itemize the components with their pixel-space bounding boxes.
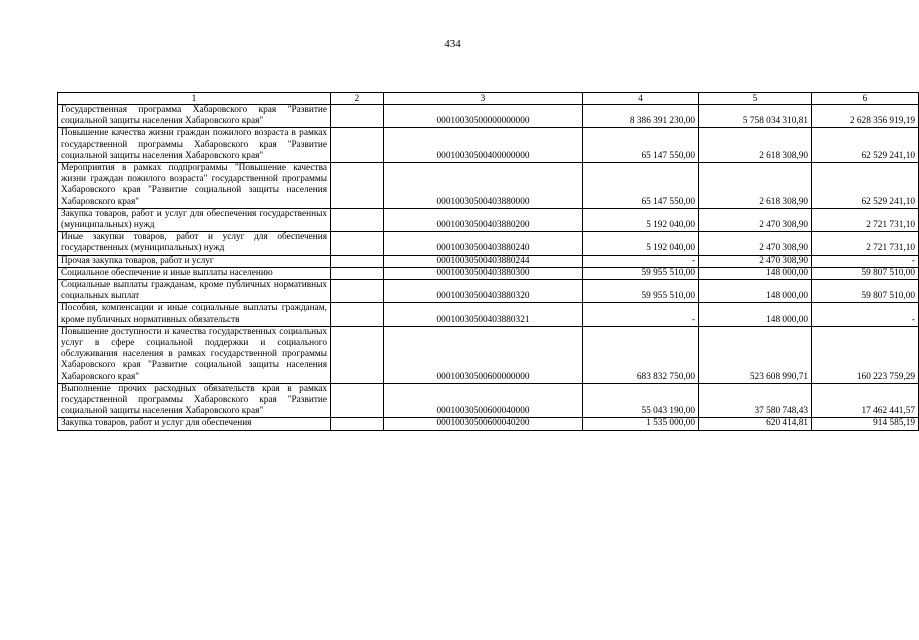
row-value-4: 683 832 750,00 (583, 326, 699, 383)
row-value-5: 2 470 308,90 (699, 208, 812, 231)
row-name: Социальное обеспечение и иные выплаты населению (58, 267, 331, 279)
row-name: Повышение доступности и качества государственных социальных услуг в сфере социальной поддержки и социального обслуживания населения в рамках государственной программы Хабаровского края "Развитие социальной защиты населения Хабаровского края" (58, 326, 331, 383)
row-value-6: 2 721 731,10 (812, 232, 919, 255)
row-value-5: 620 414,81 (699, 418, 812, 430)
table-row (58, 326, 919, 383)
row-code: 00010030500403880300 (384, 267, 583, 279)
row-value-5: 148 000,00 (699, 267, 812, 279)
row-col2 (331, 128, 384, 163)
row-value-5: 2 618 308,90 (699, 128, 812, 163)
row-value-6: 17 462 441,57 (812, 383, 919, 418)
row-value-6: 59 807 510,00 (812, 280, 919, 303)
row-value-6: 160 223 759,29 (812, 326, 919, 383)
table-row (58, 255, 919, 267)
row-value-5: 148 000,00 (699, 303, 812, 326)
table-row (58, 105, 919, 128)
row-value-5: 148 000,00 (699, 280, 812, 303)
row-code: 00010030500403880240 (384, 232, 583, 255)
column-header: 1 (58, 93, 331, 105)
row-value-6: 914 585,19 (812, 418, 919, 430)
row-code: 00010030500403880244 (384, 255, 583, 267)
row-col2 (331, 326, 384, 383)
budget-table (57, 92, 919, 431)
row-value-6: 59 807 510,00 (812, 267, 919, 279)
row-value-4: 55 043 190,00 (583, 383, 699, 418)
row-value-5: 2 470 308,90 (699, 232, 812, 255)
row-value-4: - (583, 255, 699, 267)
row-col2 (331, 255, 384, 267)
row-col2 (331, 303, 384, 326)
row-code: 00010030500403880320 (384, 280, 583, 303)
row-code: 00010030500403880200 (384, 208, 583, 231)
row-code: 00010030500400000000 (384, 128, 583, 163)
row-code: 00010030500600040200 (384, 418, 583, 430)
table-row (58, 267, 919, 279)
row-col2 (331, 163, 384, 209)
row-value-6: 2 628 356 919,19 (812, 105, 919, 128)
table-row (58, 280, 919, 303)
row-value-4: 1 535 000,00 (583, 418, 699, 430)
table-row (58, 303, 919, 326)
table-row (58, 383, 919, 418)
row-value-4: 8 386 391 230,00 (583, 105, 699, 128)
row-value-6: 2 721 731,10 (812, 208, 919, 231)
row-name: Пособия, компенсации и иные социальные выплаты гражданам, кроме публичных нормативных обязательств (58, 303, 331, 326)
row-name: Социальные выплаты гражданам, кроме публичных нормативных социальных выплат (58, 280, 331, 303)
row-value-4: - (583, 303, 699, 326)
row-col2 (331, 418, 384, 430)
row-col2 (331, 208, 384, 231)
table-row (58, 163, 919, 209)
row-value-6: 62 529 241,10 (812, 163, 919, 209)
row-col2 (331, 105, 384, 128)
table-row (58, 208, 919, 231)
column-header: 3 (384, 93, 583, 105)
row-col2 (331, 232, 384, 255)
column-header: 6 (812, 93, 919, 105)
row-value-4: 5 192 040,00 (583, 232, 699, 255)
column-header: 5 (699, 93, 812, 105)
row-value-5: 2 470 308,90 (699, 255, 812, 267)
row-value-5: 37 580 748,43 (699, 383, 812, 418)
table-header-row (58, 93, 919, 105)
table-row (58, 232, 919, 255)
row-value-4: 65 147 550,00 (583, 128, 699, 163)
column-header: 2 (331, 93, 384, 105)
column-header: 4 (583, 93, 699, 105)
row-value-4: 65 147 550,00 (583, 163, 699, 209)
row-name: Закупка товаров, работ и услуг для обеспечения государственных (муниципальных) нужд (58, 208, 331, 231)
row-name: Иные закупки товаров, работ и услуг для обеспечения государственных (муниципальных) нужд (58, 232, 331, 255)
row-code: 00010030500000000000 (384, 105, 583, 128)
row-value-4: 5 192 040,00 (583, 208, 699, 231)
row-value-5: 2 618 308,90 (699, 163, 812, 209)
row-name: Повышение качества жизни граждан пожилого возраста в рамках государственной программы Хабаровского края "Развитие социальной защиты населения Хабаровского края" (58, 128, 331, 163)
row-name: Мероприятия в рамках подпрограммы "Повышение качества жизни граждан пожилого возраста" государственной программы Хабаровского края "Развитие социальной защиты населения Хабаровского края" (58, 163, 331, 209)
row-code: 00010030500403880321 (384, 303, 583, 326)
row-name: Выполнение прочих расходных обязательств края в рамках государственной программы Хабаровского края "Развитие социальной защиты населения Хабаровского края" (58, 383, 331, 418)
row-value-6: - (812, 303, 919, 326)
row-name: Закупка товаров, работ и услуг для обеспечения (58, 418, 331, 430)
row-code: 00010030500600000000 (384, 326, 583, 383)
table-row (58, 418, 919, 430)
row-name: Государственная программа Хабаровского края "Развитие социальной защиты населения Хабаровского края" (58, 105, 331, 128)
row-code: 00010030500403880000 (384, 163, 583, 209)
table-row (58, 128, 919, 163)
row-col2 (331, 267, 384, 279)
row-col2 (331, 383, 384, 418)
row-value-4: 59 955 510,00 (583, 280, 699, 303)
row-code: 00010030500600040000 (384, 383, 583, 418)
page-number: 434 (444, 38, 461, 50)
row-col2 (331, 280, 384, 303)
row-name: Прочая закупка товаров, работ и услуг (58, 255, 331, 267)
row-value-5: 5 758 034 310,81 (699, 105, 812, 128)
row-value-6: 62 529 241,10 (812, 128, 919, 163)
row-value-6: - (812, 255, 919, 267)
row-value-4: 59 955 510,00 (583, 267, 699, 279)
row-value-5: 523 608 990,71 (699, 326, 812, 383)
